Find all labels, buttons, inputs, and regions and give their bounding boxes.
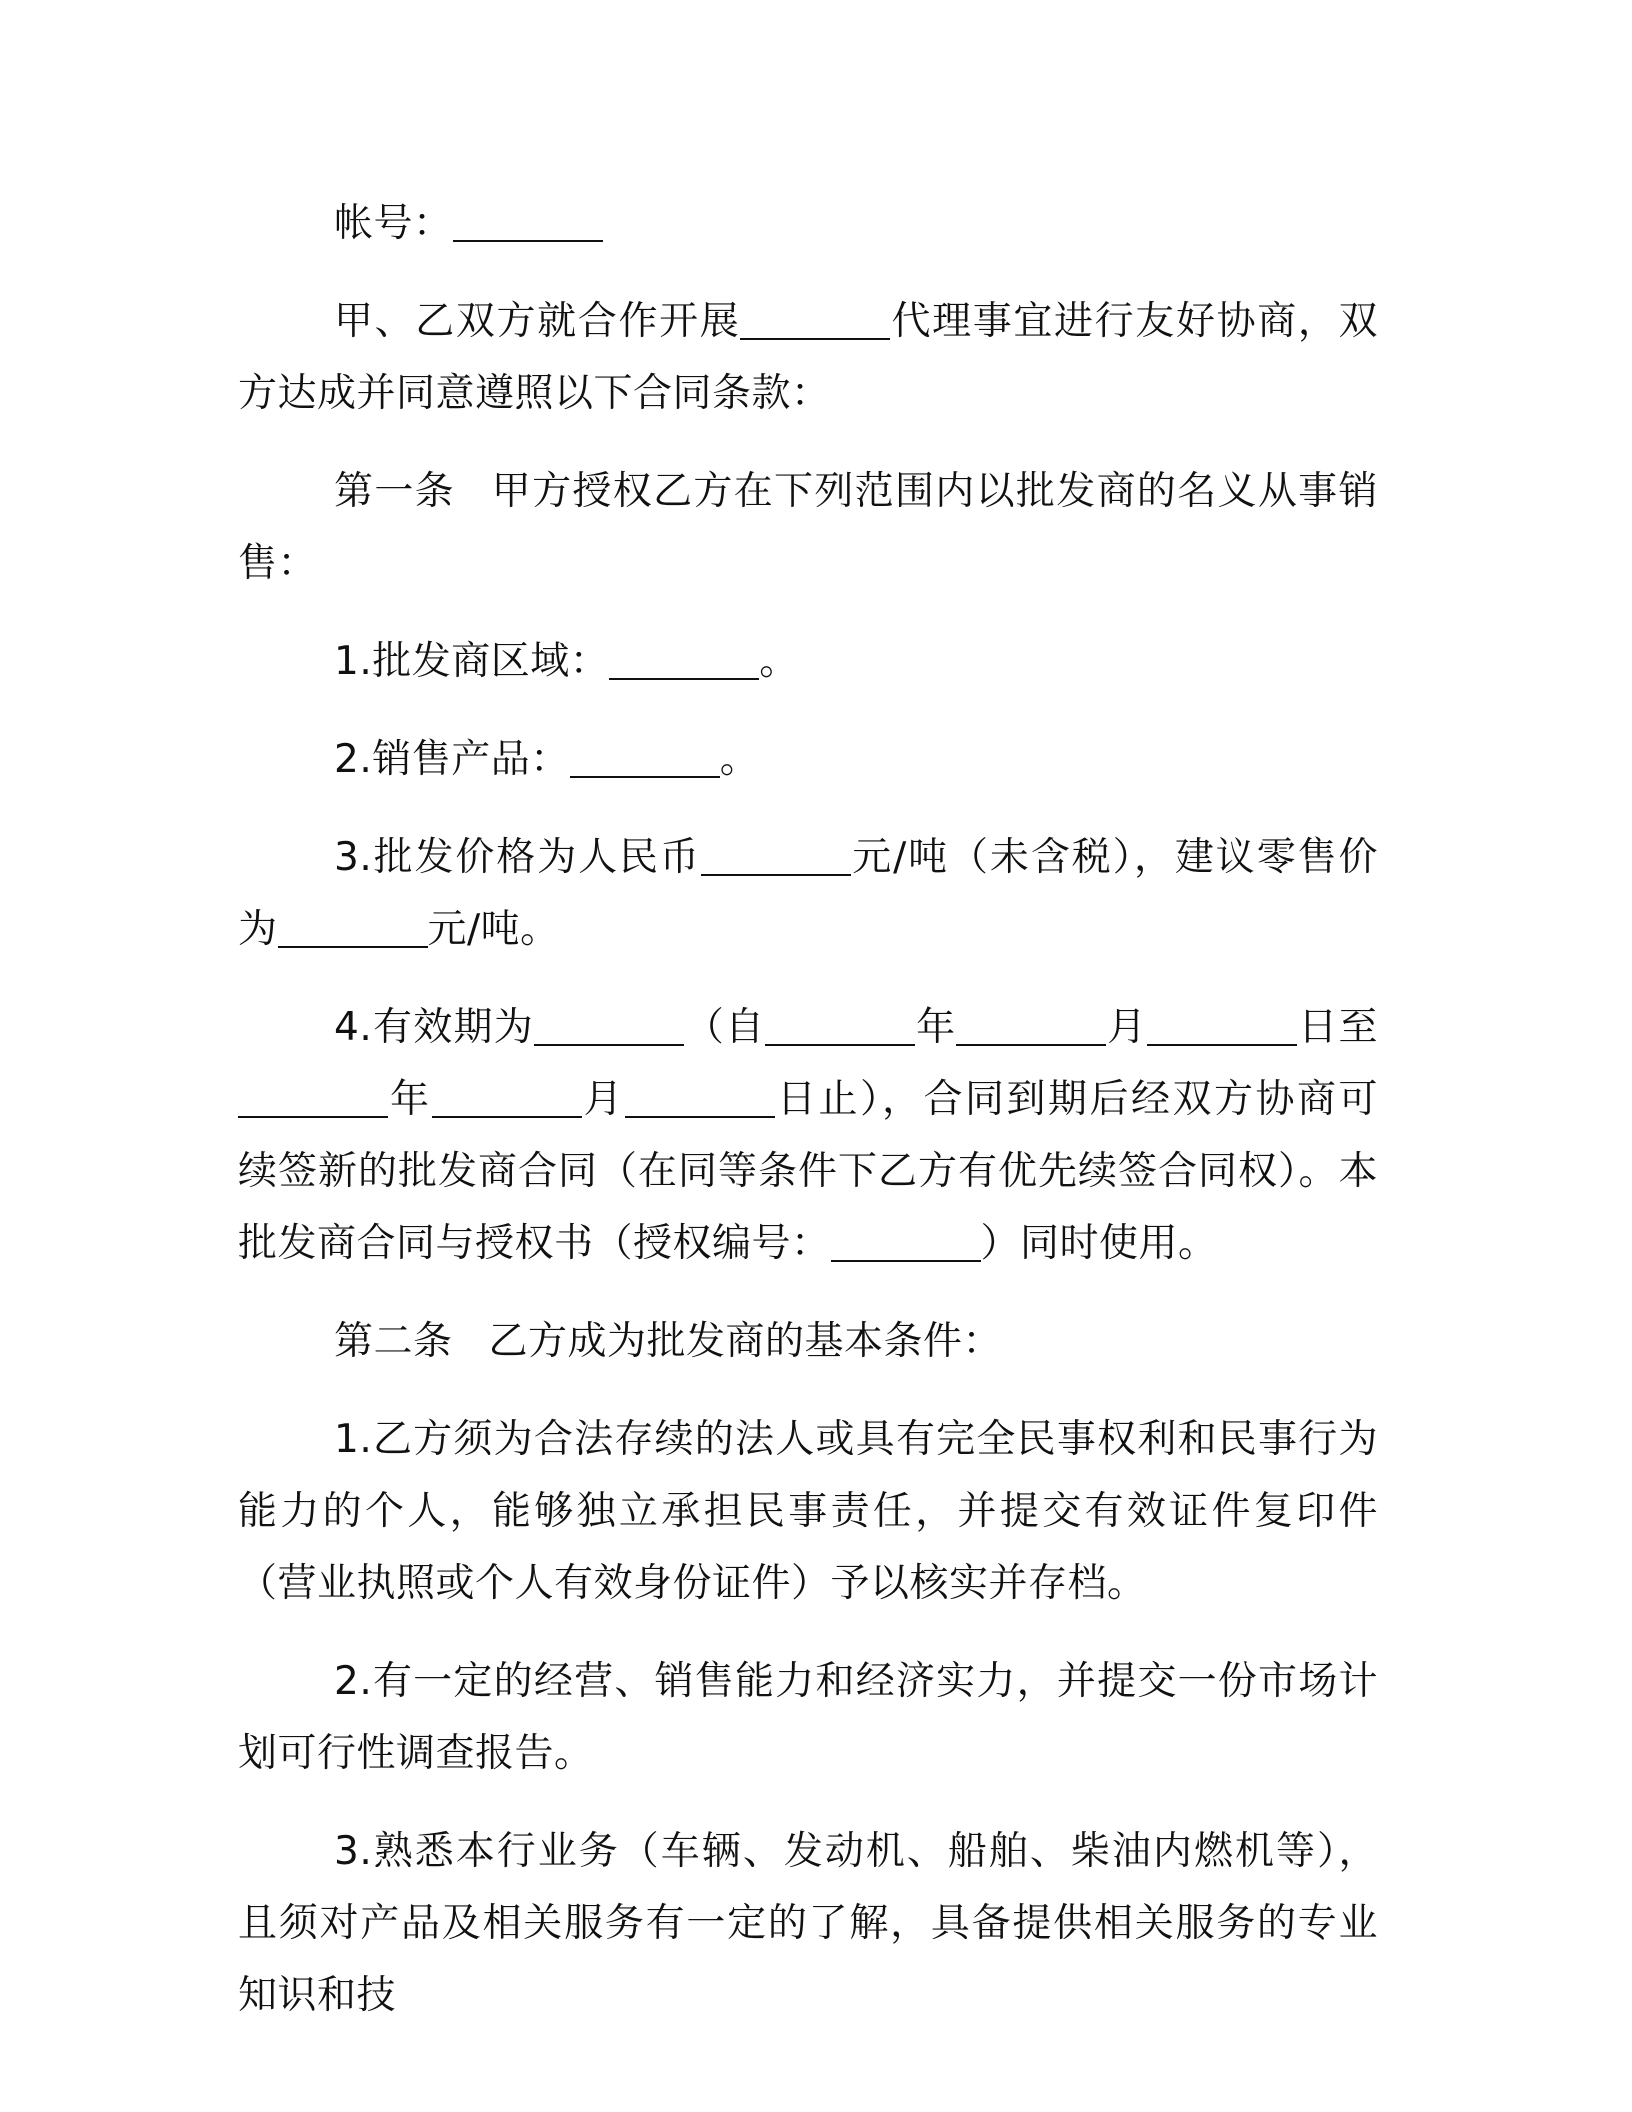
start-year-blank	[765, 1006, 915, 1046]
price-text-3: 元/吨。	[427, 907, 560, 952]
account-label: 帐号：	[334, 201, 453, 246]
intro-text-1: 甲、乙双方就合作开展	[334, 299, 741, 344]
end-day-blank	[625, 1078, 775, 1118]
article2-title: 第二条	[334, 1319, 453, 1364]
account-line	[238, 188, 1378, 260]
end-year-label: 年	[388, 1077, 432, 1122]
intro-text-2: 代理事宜进行友好协商，双方达成并同意遵照以下合同条款：	[238, 299, 1378, 416]
end-month-label: 月	[581, 1077, 625, 1122]
article1-text: 甲方授权乙方在下列范围内以批发商的名义从事销售：	[238, 469, 1378, 586]
article2-item3: 3.熟悉本行业务（车辆、发动机、船舶、柴油内燃机等），且须对产品及相关服务有一定的了解，具备提供相关服务的专业知识和技	[238, 1829, 1378, 2018]
end-year-blank	[238, 1078, 388, 1118]
validity-text-end: ）同时使用。	[980, 1221, 1218, 1266]
validity-period-blank	[534, 1006, 684, 1046]
start-month-label: 月	[1106, 1005, 1148, 1050]
intro-paragraph	[238, 286, 1378, 430]
wholesale-price-blank	[701, 836, 851, 876]
article2-item1: 1.乙方须为合法存续的法人或具有完全民事权利和民事行为能力的个人，能够独立承担民事责任，并提交有效证件复印件（营业执照或个人有效身份证件）予以核实并存档。	[238, 1417, 1378, 1606]
region-blank	[609, 640, 759, 680]
region-end: 。	[759, 639, 799, 684]
start-year-label: 年	[915, 1005, 957, 1050]
article1-item4	[238, 992, 1378, 1280]
validity-text-2: 日止），合同到期后经双方协商可续签新的批发商合同（在同等条件下乙方有优先续签合同权）。本批发商合同与授权书（授权编号：	[238, 1077, 1378, 1266]
end-month-blank	[432, 1078, 582, 1118]
validity-text-1: 4.有效期为	[334, 1005, 535, 1050]
start-month-blank	[956, 1006, 1106, 1046]
start-day-blank	[1147, 1006, 1297, 1046]
product-end: 。	[719, 737, 760, 782]
product-blank	[570, 738, 720, 778]
price-text-1: 3.批发价格为人民币	[334, 835, 701, 880]
article1-heading	[238, 456, 1378, 600]
article2-text: 乙方成为批发商的基本条件：	[488, 1319, 1003, 1364]
retail-price-blank	[278, 908, 428, 948]
validity-from: （自	[684, 1005, 766, 1050]
article1-title: 第一条	[334, 469, 455, 514]
article1-item2	[238, 724, 1378, 796]
authorization-number-blank	[831, 1222, 981, 1262]
article2-item2: 2.有一定的经营、销售能力和经济实力，并提交一份市场计划可行性调查报告。	[238, 1659, 1378, 1776]
article2-heading	[238, 1306, 1378, 1378]
price-text-2: 元/吨（未含税），建议零售价为	[238, 835, 1379, 952]
account-blank	[453, 202, 603, 242]
product-label: 2.销售产品：	[334, 737, 570, 782]
agency-matter-blank	[740, 300, 890, 340]
region-label: 1.批发商区域：	[334, 639, 610, 684]
start-day-label: 日至	[1297, 1005, 1378, 1050]
article1-item1	[238, 626, 1378, 698]
article1-item3	[238, 822, 1378, 966]
document-page	[238, 188, 1378, 2058]
